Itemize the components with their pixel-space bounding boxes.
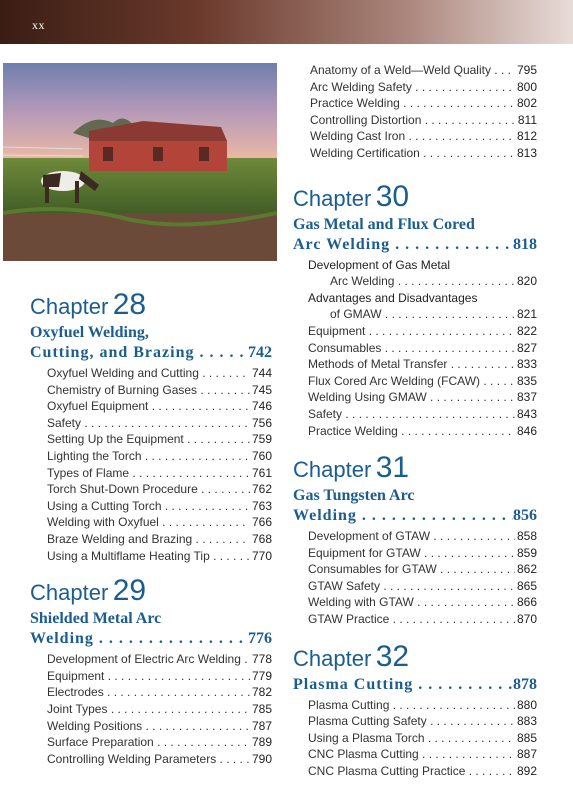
toc-entry-page: 835 — [516, 373, 537, 388]
toc-entry-page: 811 — [517, 112, 537, 127]
toc-entry-title: Using a Multiflame Heating Tip . . . — [47, 548, 250, 565]
toc-entry-title: Electrodes . . . — [47, 684, 250, 701]
toc-entry-title: Controlling Distortion . . . — [310, 112, 516, 129]
entry-list — [293, 697, 537, 780]
chapter-title — [30, 609, 272, 649]
chapter-title-line — [293, 675, 537, 695]
toc-entry — [308, 697, 537, 714]
toc-entry-title: Advantages and Disadvantages — [308, 290, 478, 305]
toc-entry — [308, 528, 537, 545]
toc-entry-page: 756 — [251, 415, 272, 430]
toc-entry — [308, 423, 537, 440]
toc-entry-title: Welding Cast Iron . . . — [310, 128, 515, 145]
toc-entry-page: 858 — [516, 529, 537, 544]
toc-entry-page: 862 — [516, 562, 537, 577]
toc-entry — [47, 701, 272, 718]
toc-entry — [308, 356, 537, 373]
toc-entry — [308, 406, 537, 423]
chapter-28 — [30, 290, 272, 564]
toc-entry-page: 837 — [516, 390, 537, 405]
toc-entry-title: Oxyfuel Equipment . . . — [47, 398, 250, 415]
toc-entry — [308, 389, 537, 406]
toc-entry-title: Braze Welding and Brazing . . . — [47, 531, 250, 548]
chapter-title-text: Welding . . . — [30, 629, 248, 649]
toc-entry-title: Development of Electric Arc Welding . . . — [47, 651, 250, 668]
toc-entry-page: 813 — [516, 145, 537, 160]
chapter-title-line: Shielded Metal Arc — [30, 610, 162, 628]
toc-entry — [47, 531, 272, 548]
toc-entry-title: Equipment . . . — [47, 668, 250, 685]
toc-entry — [47, 498, 272, 515]
toc-entry — [47, 651, 272, 668]
toc-entry-page: 760 — [251, 448, 272, 463]
toc-entry-page: 789 — [251, 735, 272, 750]
chapter-title-line — [30, 629, 272, 649]
chapter-title-line — [293, 235, 537, 255]
toc-entry-page: 812 — [516, 129, 537, 144]
chapter-page: 818 — [513, 235, 537, 253]
chapter-heading — [30, 290, 272, 320]
chapter-title — [293, 486, 537, 526]
toc-entry-page: 859 — [516, 545, 537, 560]
toc-entry-page: 768 — [251, 531, 272, 546]
chapter-number: 32 — [375, 639, 410, 673]
toc-entry-title: Consumables . . . — [308, 340, 515, 357]
toc-entry-title: GTAW Practice . . . — [308, 611, 515, 628]
toc-entry — [308, 257, 537, 290]
chapter-page: 742 — [248, 344, 272, 361]
barn-horse-photo — [3, 63, 277, 261]
chapter-29 — [30, 576, 272, 767]
toc-entry-title: Arc Welding . . . — [330, 273, 515, 290]
toc-entry-line — [308, 306, 537, 323]
chapter-page: 856 — [513, 507, 537, 525]
toc-entry-page: 762 — [251, 482, 272, 497]
toc-entry-title: Practice Welding . . . — [308, 423, 515, 440]
toc-entry — [308, 340, 537, 357]
toc-entry-page: 833 — [516, 357, 537, 372]
entry-list — [293, 528, 537, 628]
toc-entry — [308, 323, 537, 340]
chapter-number: 30 — [375, 179, 410, 213]
chapter-heading — [293, 179, 537, 213]
toc-entry — [310, 112, 537, 129]
toc-entry-title: Development of Gas Metal — [308, 257, 451, 272]
toc-entry-page: 745 — [251, 382, 272, 397]
toc-entry — [310, 62, 537, 79]
toc-entry-title: GTAW Safety . . . — [308, 578, 515, 595]
toc-entry — [47, 548, 272, 565]
chapter-title — [293, 215, 537, 255]
toc-entry-page: 827 — [516, 340, 537, 355]
toc-entry — [310, 145, 537, 162]
toc-entry-title: Welding Positions . . . — [47, 718, 250, 735]
chapter-title-text: Plasma Cutting . . . — [293, 675, 513, 695]
toc-entry — [47, 684, 272, 701]
toc-entry — [47, 668, 272, 685]
toc-entry-page: 790 — [251, 751, 272, 766]
toc-entry — [308, 713, 537, 730]
chapter-title-text: Arc Welding . . . — [293, 235, 513, 255]
toc-entry-page: 770 — [251, 548, 272, 563]
toc-entry-page: 744 — [251, 366, 272, 380]
chapter-title-line: Gas Tungsten Arc — [293, 487, 415, 505]
toc-entry — [310, 79, 537, 96]
chapter-30 — [293, 179, 537, 440]
toc-entry-title: Safety . . . — [308, 406, 515, 423]
chapter-word: Chapter — [293, 185, 372, 211]
chapter-number: 28 — [112, 288, 147, 321]
toc-entry-page: 822 — [516, 323, 537, 338]
toc-entry-page: 866 — [516, 595, 537, 610]
chapter-title-line — [293, 506, 537, 526]
header-bar — [0, 0, 573, 44]
entry-list — [293, 62, 537, 162]
toc-entry-page: 870 — [516, 612, 537, 627]
toc-entry — [310, 95, 537, 112]
toc-entry-title: Chemistry of Burning Gases . . . — [47, 382, 250, 399]
toc-entry-title: Oxyfuel Welding and Cutting . . . — [47, 365, 250, 382]
toc-entry-title: Surface Preparation . . . — [47, 734, 250, 751]
chapter-title-text: Cutting, and Brazing . . . — [30, 343, 248, 363]
toc-entry-title: CNC Plasma Cutting . . . — [308, 746, 515, 763]
toc-entry — [308, 611, 537, 628]
toc-entry — [308, 545, 537, 562]
toc-entry — [308, 561, 537, 578]
entry-list — [293, 257, 537, 440]
toc-entry — [47, 718, 272, 735]
toc-entry-page: 778 — [251, 652, 272, 667]
chapter-title-line: Gas Metal and Flux Cored — [293, 215, 475, 233]
toc-entry — [308, 763, 537, 780]
toc-entry-page: 865 — [516, 578, 537, 593]
toc-entry-page: 892 — [516, 764, 537, 779]
chapter-31 — [293, 453, 537, 628]
toc-entry-title: Development of GTAW . . . — [308, 528, 515, 545]
toc-entry-title: Arc Welding Safety . . . — [310, 79, 515, 96]
chapter-title-line: Oxyfuel Welding, — [30, 324, 149, 341]
entry-list — [30, 651, 272, 767]
toc-entry — [47, 382, 272, 399]
toc-entry-title: Using a Plasma Torch . . . — [308, 730, 515, 747]
chapter-title — [293, 675, 537, 695]
chapter-heading — [293, 453, 537, 483]
toc-entry-page: 766 — [251, 515, 272, 530]
toc-entry-title: Safety . . . — [47, 415, 250, 432]
toc-entry-title: Controlling Welding Parameters . . . — [47, 751, 250, 768]
toc-entry-title: Types of Flame . . . — [47, 465, 250, 482]
toc-entry-page: 782 — [251, 685, 272, 700]
chapter-title — [30, 323, 272, 363]
toc-entry — [47, 448, 272, 465]
toc-entry — [47, 415, 272, 432]
toc-entry-title: Equipment . . . — [308, 323, 515, 340]
toc-entry — [47, 398, 272, 415]
toc-entry-title: Welding with Oxyfuel . . . — [47, 514, 250, 531]
chapter-number: 29 — [112, 574, 147, 608]
toc-entry-page: 880 — [516, 697, 537, 712]
chapter-word: Chapter — [293, 645, 372, 671]
toc-entry-title: Plasma Cutting Safety . . . — [308, 713, 515, 730]
chapter-word: Chapter — [293, 457, 372, 483]
chapter-title-text: Welding . . . — [293, 506, 513, 526]
toc-entry-page: 887 — [516, 747, 537, 762]
toc-entry-title: Welding Using GMAW . . . — [308, 389, 515, 406]
chapter-title-line — [30, 343, 272, 363]
chapter-page: 776 — [248, 630, 272, 648]
toc-entry-title: Consumables for GTAW . . . — [308, 561, 515, 578]
toc-entry-title: Welding Certification . . . — [310, 145, 515, 162]
toc-entry-page: 802 — [516, 96, 537, 111]
entry-list — [30, 365, 272, 564]
toc-entry-title: Equipment for GTAW . . . — [308, 545, 515, 562]
toc-entry-title: Plasma Cutting . . . — [308, 697, 515, 714]
toc-entry — [47, 365, 272, 382]
toc-entry-title: Practice Welding . . . — [310, 95, 515, 112]
toc-entry-title: Welding with GTAW . . . — [308, 594, 515, 611]
toc-entry — [47, 751, 272, 768]
toc-entry-page: 795 — [516, 63, 537, 77]
toc-entry-line — [308, 273, 537, 290]
toc-entry-page: 821 — [516, 307, 537, 322]
chapter-number: 31 — [375, 451, 410, 485]
page-number: xx — [32, 18, 45, 32]
toc-entry-title: Flux Cored Arc Welding (FCAW) . . . — [308, 373, 515, 390]
toc-entry — [47, 481, 272, 498]
toc-entry — [47, 734, 272, 751]
toc-entry-page: 883 — [516, 714, 537, 729]
toc-entry — [47, 431, 272, 448]
toc-entry-title: Lighting the Torch . . . — [47, 448, 250, 465]
toc-entry — [308, 594, 537, 611]
chapter-32 — [293, 639, 537, 780]
toc-entry-page: 779 — [251, 668, 272, 683]
chapter-word: Chapter — [30, 580, 109, 606]
toc-entry-title: of GMAW . . . — [330, 306, 515, 323]
toc-entry — [310, 128, 537, 145]
chapter-word: Chapter — [30, 294, 109, 319]
toc-entry-page: 746 — [251, 399, 272, 414]
chapter-page: 878 — [513, 675, 537, 693]
toc-entry — [47, 514, 272, 531]
chapter-heading — [293, 639, 537, 673]
toc-entry-title: Setting Up the Equipment . . . — [47, 431, 250, 448]
toc-entry-page: 800 — [516, 79, 537, 94]
toc-entry — [47, 465, 272, 482]
toc-entry-page: 820 — [516, 274, 537, 289]
chapter-heading — [30, 576, 272, 606]
toc-entry-page: 843 — [516, 406, 537, 421]
toc-entry-page: 759 — [251, 432, 272, 447]
toc-entry-page: 787 — [251, 718, 272, 733]
toc-entry-page: 761 — [251, 465, 272, 480]
toc-entry-title: Anatomy of a Weld—Weld Quality . . . — [310, 62, 515, 79]
toc-entry — [308, 290, 537, 323]
toc-entry-page: 885 — [516, 730, 537, 745]
left-column — [30, 290, 272, 767]
toc-entry — [308, 373, 537, 390]
toc-entry-page: 846 — [516, 423, 537, 438]
toc-entry-page: 785 — [251, 701, 272, 716]
toc-entry-page: 763 — [251, 498, 272, 513]
toc-entry-title: CNC Plasma Cutting Practice . . . — [308, 763, 515, 780]
toc-entry-title: Joint Types . . . — [47, 701, 250, 718]
toc-entry-title: Using a Cutting Torch . . . — [47, 498, 250, 515]
right-column — [293, 62, 537, 780]
toc-entry — [308, 578, 537, 595]
toc-entry-title: Torch Shut-Down Procedure . . . — [47, 481, 250, 498]
toc-entry — [308, 746, 537, 763]
toc-entry — [308, 730, 537, 747]
toc-entry-title: Methods of Metal Transfer . . . — [308, 356, 515, 373]
